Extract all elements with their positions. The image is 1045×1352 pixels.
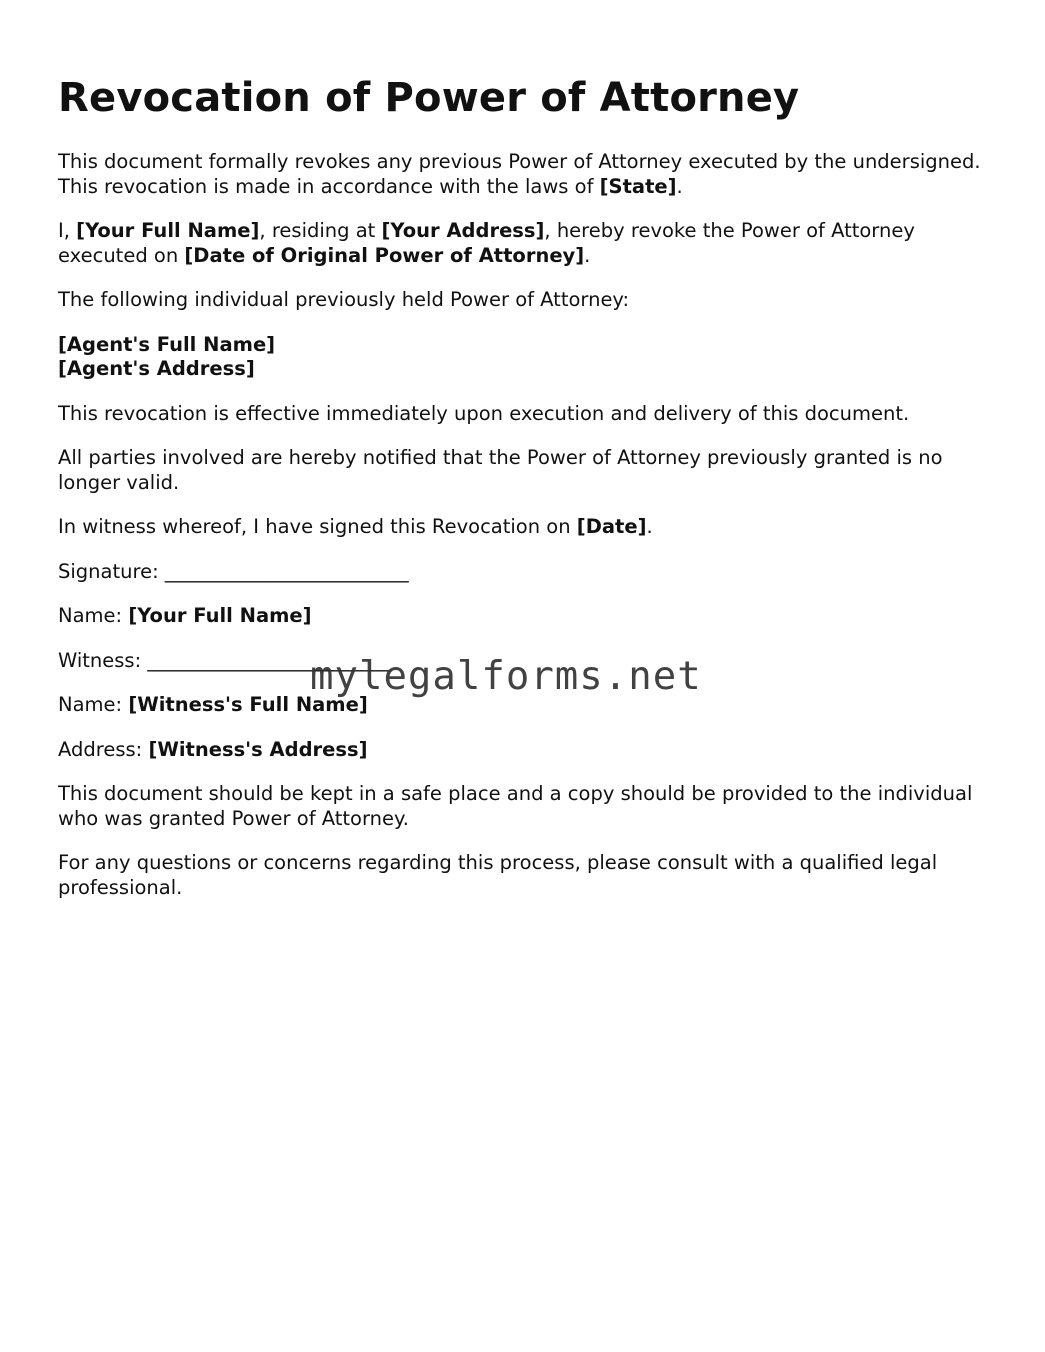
witness-line: Witness: _________________________ xyxy=(58,648,392,672)
witness-name-line: Name: [Witness's Full Name] xyxy=(58,693,368,716)
state-placeholder: [State] xyxy=(599,174,677,198)
signature-line: Signature: _________________________ xyxy=(58,559,409,583)
signer-name-placeholder: [Your Full Name] xyxy=(128,604,312,627)
effective-paragraph: This revocation is effective immediately upon execution and delivery of this document. xyxy=(58,401,910,425)
witness-address-line: Address: [Witness's Address] xyxy=(58,737,368,761)
notice-paragraph: All parties involved are hereby notified that the Power of Attorney previously granted is no longer valid. xyxy=(58,446,943,494)
witness-clause: In witness whereof, I have signed this Revocation on [Date]. xyxy=(58,515,653,538)
witness-name-placeholder: [Witness's Full Name] xyxy=(128,693,368,716)
safekeeping-paragraph: This document should be kept in a safe place and a copy should be provided to the individual who was granted Power of Attorney. xyxy=(58,782,973,830)
witness-signature-blank: _________________________ xyxy=(147,648,392,672)
agent-name-placeholder: [Agent's Full Name] xyxy=(58,332,276,356)
principal-name-placeholder: [Your Full Name] xyxy=(76,219,260,242)
principal-address-placeholder: [Your Address] xyxy=(381,219,545,242)
witness-address-placeholder: [Witness's Address] xyxy=(148,737,368,761)
document-page xyxy=(58,72,998,920)
signing-date-placeholder: [Date] xyxy=(576,515,647,538)
watermark-text: mylegalforms.net xyxy=(310,654,702,699)
agent-address-placeholder: [Agent's Address] xyxy=(58,357,255,380)
signer-name-line: Name: [Your Full Name] xyxy=(58,604,312,627)
declaration-paragraph: I, [Your Full Name], residing at [Your Address], hereby revoke the Power of Attorney executed on [Date of Original Power of Attorney]. xyxy=(58,219,915,267)
signature-blank: _________________________ xyxy=(164,559,409,583)
agent-intro-paragraph: The following individual previously held Power of Attorney: xyxy=(58,288,630,311)
agent-block xyxy=(58,333,998,382)
consult-paragraph: For any questions or concerns regarding this process, please consult with a qualified legal professional. xyxy=(58,851,938,899)
document-title: Revocation of Power of Attorney xyxy=(58,75,800,121)
intro-paragraph: This document formally revokes any previous Power of Attorney executed by the undersigned. This revocation is made in accordance with the laws of [State]. xyxy=(58,150,981,198)
original-date-placeholder: [Date of Original Power of Attorney] xyxy=(184,243,585,267)
